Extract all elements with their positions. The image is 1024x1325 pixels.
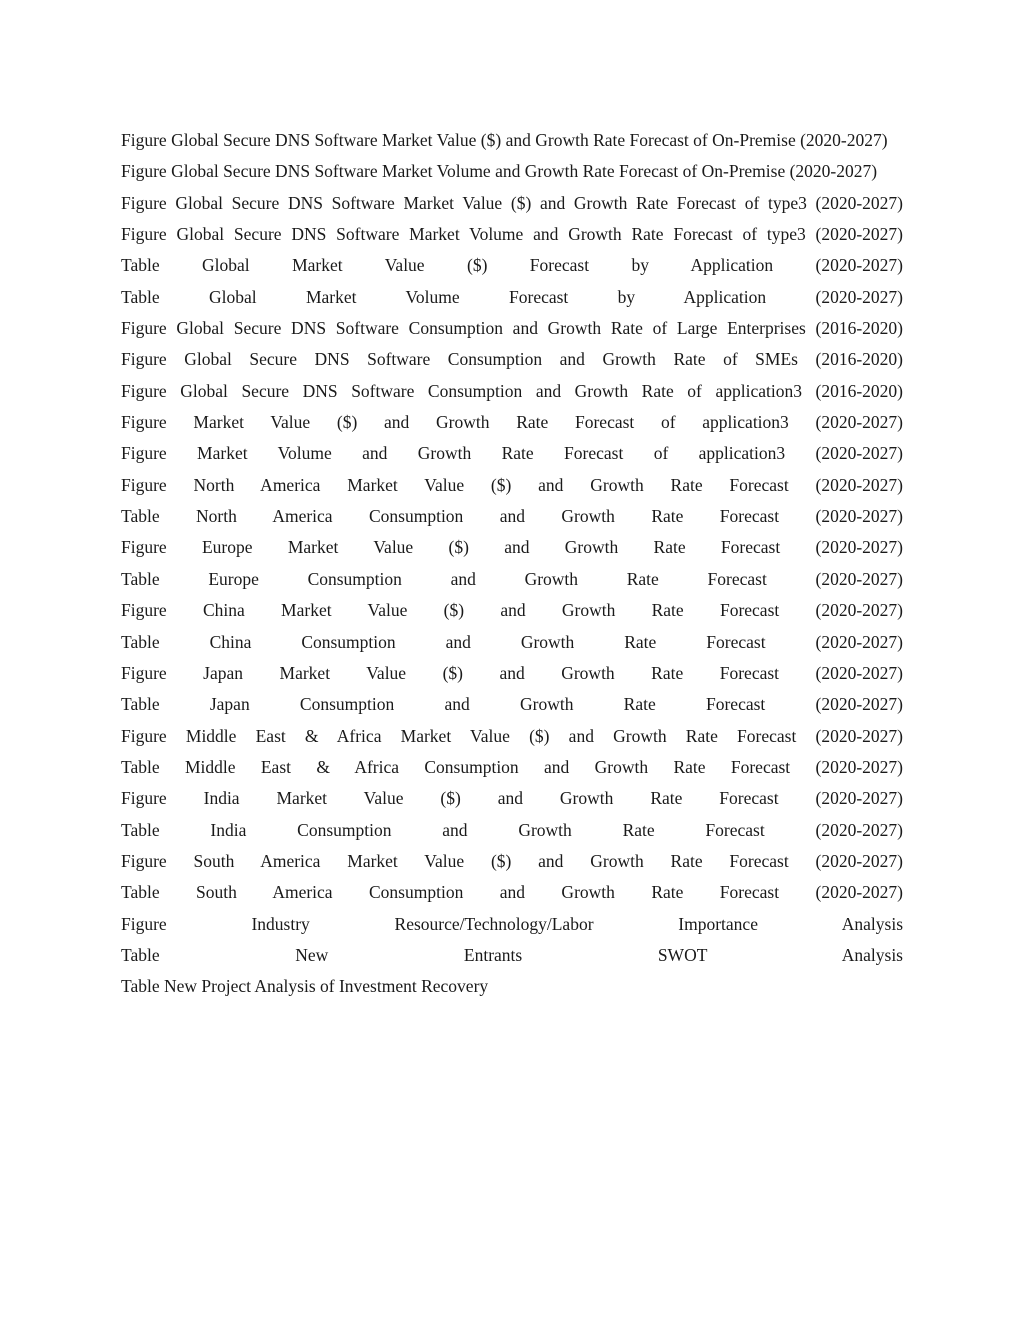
list-entry: Figure Global Secure DNS Software Market Value ($) and Growth Rate Forecast of type3 (2020-2027) bbox=[121, 192, 903, 213]
list-of-figures-and-tables bbox=[121, 125, 903, 1003]
list-entry: Figure China Market Value ($) and Growth Rate Forecast (2020-2027) bbox=[121, 600, 903, 621]
list-entry: Table Europe Consumption and Growth Rate Forecast (2020-2027) bbox=[121, 568, 903, 589]
list-entry: Figure Europe Market Value ($) and Growth Rate Forecast (2020-2027) bbox=[121, 537, 903, 558]
list-entry: Table New Project Analysis of Investment Recovery bbox=[121, 976, 489, 997]
list-entry: Table Japan Consumption and Growth Rate Forecast (2020-2027) bbox=[121, 694, 903, 715]
list-entry: Table North America Consumption and Growth Rate Forecast (2020-2027) bbox=[121, 506, 903, 527]
list-entry: Figure Market Value ($) and Growth Rate Forecast of application3 (2020-2027) bbox=[121, 412, 903, 433]
list-entry: Figure India Market Value ($) and Growth Rate Forecast (2020-2027) bbox=[121, 788, 903, 809]
list-entry: Figure North America Market Value ($) and Growth Rate Forecast (2020-2027) bbox=[121, 474, 903, 495]
list-entry: Figure Industry Resource/Technology/Labor Importance Analysis bbox=[121, 913, 903, 934]
list-entry: Figure Market Volume and Growth Rate Forecast of application3 (2020-2027) bbox=[121, 443, 903, 464]
list-entry: Table Global Market Volume Forecast by Application (2020-2027) bbox=[121, 286, 903, 307]
list-entry: Figure Global Secure DNS Software Consumption and Growth Rate of application3 (2016-2020) bbox=[121, 380, 903, 401]
list-entry: Table Global Market Value ($) Forecast by Application (2020-2027) bbox=[121, 255, 903, 276]
list-entry: Table South America Consumption and Growth Rate Forecast (2020-2027) bbox=[121, 882, 903, 903]
list-entry: Figure Middle East & Africa Market Value ($) and Growth Rate Forecast (2020-2027) bbox=[121, 725, 903, 746]
list-entry: Figure Global Secure DNS Software Consumption and Growth Rate of SMEs (2016-2020) bbox=[121, 349, 903, 370]
list-entry: Table New Entrants SWOT Analysis bbox=[121, 944, 903, 965]
list-entry: Table China Consumption and Growth Rate Forecast (2020-2027) bbox=[121, 631, 903, 652]
list-entry: Figure Global Secure DNS Software Consumption and Growth Rate of Large Enterprises (2016-2020) bbox=[121, 318, 903, 339]
list-entry: Table India Consumption and Growth Rate Forecast (2020-2027) bbox=[121, 819, 903, 840]
list-entry: Figure Japan Market Value ($) and Growth Rate Forecast (2020-2027) bbox=[121, 662, 903, 683]
list-entry: Figure Global Secure DNS Software Market Value ($) and Growth Rate Forecast of On-Premise (2020-2027) bbox=[121, 130, 888, 150]
list-entry: Figure South America Market Value ($) and Growth Rate Forecast (2020-2027) bbox=[121, 850, 903, 871]
list-entry: Figure Global Secure DNS Software Market Volume and Growth Rate Forecast of type3 (2020-2027) bbox=[121, 224, 903, 245]
list-entry: Figure Global Secure DNS Software Market Volume and Growth Rate Forecast of On-Premise (2020-2027) bbox=[121, 161, 878, 182]
list-entry: Table Middle East & Africa Consumption and Growth Rate Forecast (2020-2027) bbox=[121, 756, 903, 777]
